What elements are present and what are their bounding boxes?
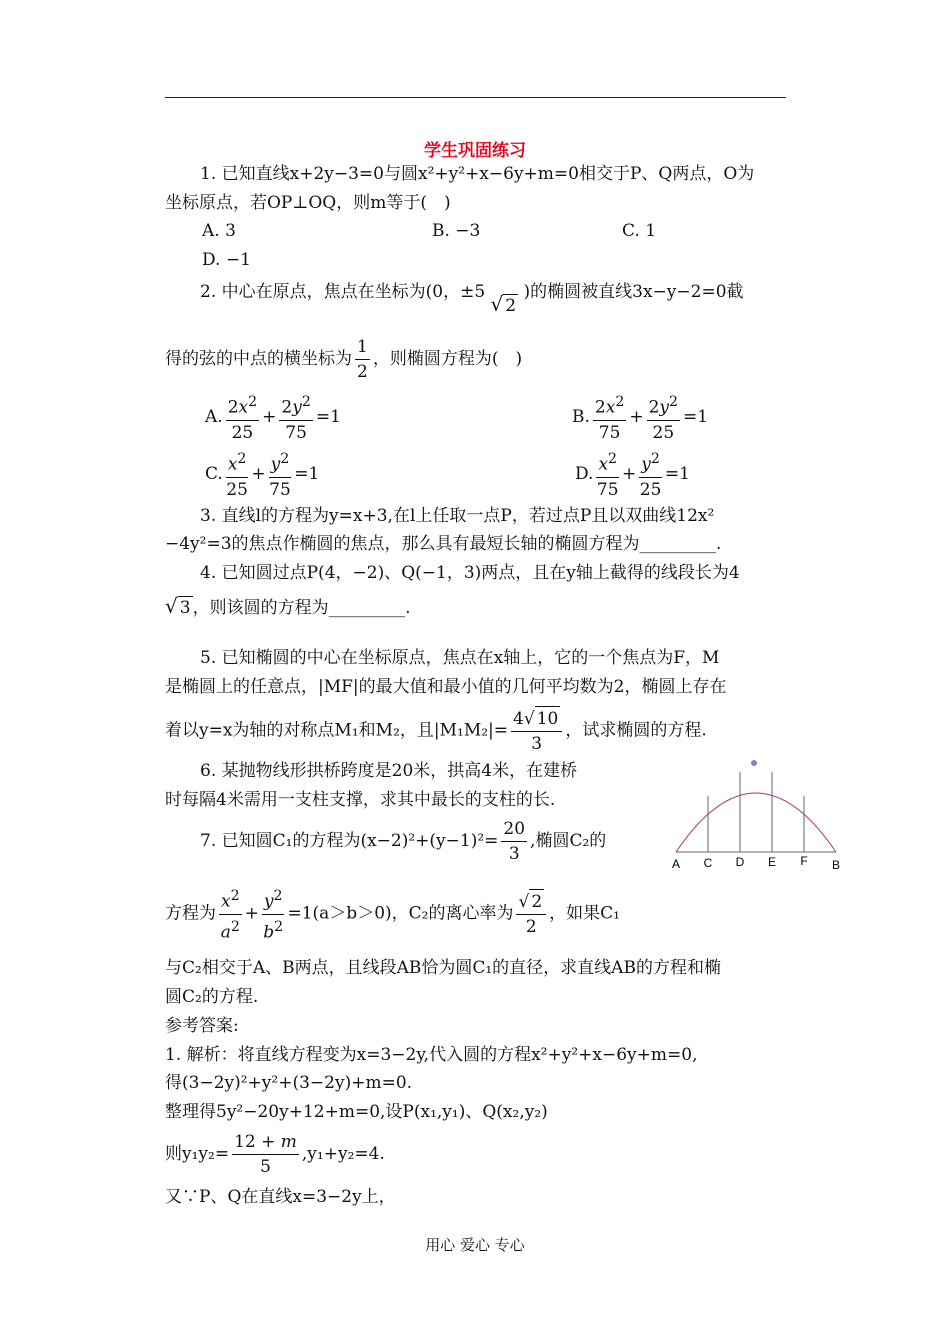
q5-line2: 是椭圆上的任意点，|MF|的最大值和最小值的几何平均数为2，椭圆上存在 (165, 677, 727, 697)
sqrt2-expression: √ 2 (490, 292, 517, 316)
q2-line2 (165, 335, 522, 384)
fraction-one-half: $\frac{1}{2}$ (357, 337, 368, 382)
label-d: D (735, 855, 745, 869)
q2-option-d: D. $\frac{x^2}{75}$ + $\frac{y^2}{25}$ =1 (575, 447, 690, 502)
fraction-y2-over-b2: $\frac{y^2}{b^2}$ (262, 884, 285, 944)
arch-curve (676, 793, 836, 852)
q5-line1: 5. 已知椭圆的中心在坐标原点，焦点在x轴上，它的一个焦点为F，M (200, 648, 720, 668)
q2-option-a: A. $\frac{2x^2}{25}$ + $\frac{2y^2}{75}$ =1 (205, 390, 341, 445)
answers-heading: 参考答案: (165, 1016, 239, 1036)
page-title: 学生巩固练习 (424, 141, 526, 161)
q2-line2-text-b: ，则椭圆方程为( ) (372, 349, 523, 369)
q3-line2: −4y²=3的焦点作椭圆的焦点，那么具有最短长轴的椭圆方程为_________. (165, 534, 722, 554)
q7-line2-text-b: =1(a＞b＞0)，C₂的离心率为 (287, 903, 514, 924)
q2-option-b: B. $\frac{2x^2}{75}$ + $\frac{2y^2}{25}$ =1 (572, 390, 708, 445)
q7-line1-text-a: 7. 已知圆C₁的方程为(x−2)²+(y−1)²= (200, 831, 499, 851)
parabolic-arch-figure (668, 752, 848, 874)
q6-line2: 时每隔4米需用一支柱支撑，求其中最长的支柱的长. (165, 790, 556, 810)
answer-line4 (165, 1130, 385, 1179)
fraction-sqrt2-over-2: $\frac{√ 2}{2}$ (516, 889, 546, 939)
answer-line3: 整理得5y²−20y+12+m=0,设P(x₁,y₁)、Q(x₂,y₂) (165, 1102, 548, 1122)
q1-option-b: B. −3 (432, 221, 481, 241)
answer-line4-text-a: 则y₁y₂= (165, 1144, 230, 1164)
q4-line1: 4. 已知圆过点P(4，−2)、Q(−1，3)两点，且在y轴上截得的线段长为4 (200, 563, 740, 583)
q7-line1 (200, 817, 606, 866)
q6-line1: 6. 某抛物线形拱桥跨度是20米，拱高4米，在建桥 (200, 761, 578, 781)
q7-line2: 方程为 $\frac{x^2}{a^2}$ + $\frac{y^2}{b^2}$ =1(a＞b＞0)，C₂的离心率为 $\frac{√ 2}{2}$ ，如果C₁ (165, 884, 620, 944)
q1-option-c: C. 1 (622, 221, 657, 241)
q3-line1: 3. 直线l的方程为y=x+3,在l上任取一点P，若过点P且以双曲线12x² (200, 506, 715, 526)
q4-line2-text: ，则该圆的方程为_________. (192, 598, 411, 618)
q2-line1 (200, 279, 744, 316)
q7-line4: 圆C₂的方程. (165, 987, 259, 1007)
answer-line5: 又∵P、Q在直线x=3−2y上， (165, 1187, 396, 1207)
q7-line3: 与C₂相交于A、B两点，且线段AB恰为圆C₁的直径，求直线AB的方程和椭 (165, 958, 721, 978)
q2-line2-text-a: 得的弦的中点的横坐标为 (165, 349, 352, 369)
q7-line2-text-a: 方程为 (165, 903, 216, 924)
answer-line2: 得(3−2y)²+y²+(3−2y)+m=0. (165, 1073, 413, 1093)
q2-option-d-label: D. (575, 463, 594, 484)
answer-line1: 1. 解析：将直线方程变为x=3−2y,代入圆的方程x²+y²+x−6y+m=0, (165, 1045, 698, 1065)
answer-line4-text-b: ,y₁+y₂=4. (301, 1144, 385, 1164)
label-c: C (703, 856, 713, 870)
q4-line2 (165, 595, 410, 619)
fraction-4sqrt10-over-3: $\frac{4√ 10}{3}$ (511, 706, 562, 756)
q2-option-c-label: C. (205, 463, 223, 484)
sqrt3-expression: √ 3 (165, 594, 191, 618)
label-e: E (767, 855, 777, 869)
q1-line2: 坐标原点，若OP⊥OQ，则m等于( ) (165, 193, 451, 213)
q1-option-a: A. 3 (202, 221, 236, 241)
fraction-x2-over-a2: $\frac{x^2}{a^2}$ (219, 884, 242, 944)
q2-line1-text-a: 2. 中心在原点，焦点在坐标为(0，±5 (200, 282, 486, 302)
q2-option-b-label: B. (572, 406, 590, 427)
q2-line1-text-b: )的椭圆被直线3x−y−2=0截 (523, 282, 744, 302)
q5-line3 (165, 706, 707, 756)
apex-point (751, 760, 757, 766)
fraction-12-plus-m-over-5: $\frac{12 + m}{5}$ (234, 1132, 297, 1177)
q7-line1-text-b: ,椭圆C₂的 (530, 831, 607, 851)
q5-line3-text-b: ，试求椭圆的方程. (565, 720, 707, 741)
q7-line2-text-c: ，如果C₁ (549, 903, 620, 924)
fraction-20-over-3: $\frac{20}{3}$ (503, 819, 526, 864)
q1-line1: 1. 已知直线x+2y−3=0与圆x²+y²+x−6y+m=0相交于P、Q两点，O为 (200, 164, 755, 184)
q2-option-a-label: A. (205, 406, 223, 427)
q2-option-c: C. $\frac{x^2}{25}$ + $\frac{y^2}{75}$ =1 (205, 447, 319, 502)
label-f: F (800, 854, 808, 868)
label-b: B (831, 858, 841, 872)
q5-line3-text-a: 着以y=x为轴的对称点M₁和M₂，且|M₁M₂|= (165, 720, 509, 741)
label-a: A (671, 857, 681, 871)
page-footer: 用心 爱心 专心 (425, 1236, 525, 1254)
q1-option-d: D. −1 (202, 250, 251, 270)
header-rule (165, 97, 786, 98)
